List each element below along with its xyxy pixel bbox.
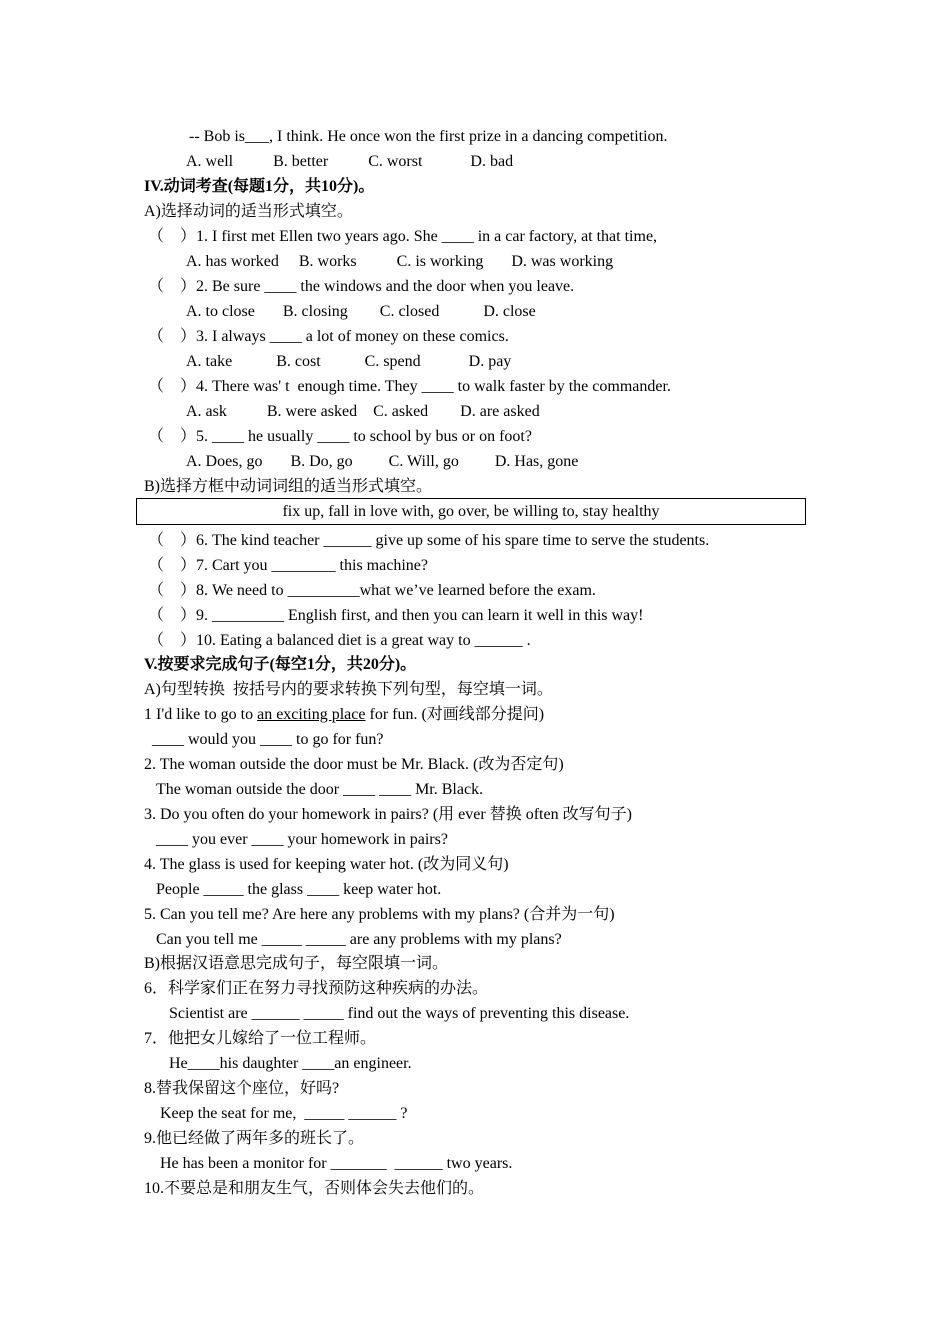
line-text: A)句型转换 按括号内的要求转换下列句型，每空填一词。 <box>144 681 553 698</box>
question-line <box>148 277 574 297</box>
line-text: The woman outside the door ____ ____ Mr. Black. <box>156 781 484 798</box>
line-text: （ ）10. Eating a balanced diet is a great way to ______ . <box>148 632 531 649</box>
line-text: （ ）1. I first met Ellen two years ago. She ____ in a car factory, at that time, <box>148 228 658 245</box>
question-line <box>148 377 671 397</box>
answer-line <box>156 930 562 950</box>
question-line <box>148 631 531 651</box>
question-line <box>144 1029 376 1049</box>
line-text: People _____ the glass ____ keep water hot. <box>156 881 442 898</box>
verb-phrase-list: fix up, fall in love with, go over, be willing to, stay healthy <box>282 503 660 520</box>
line-text: for fun. (对画线部分提问) <box>365 706 545 723</box>
question-line <box>144 905 615 925</box>
line-text: 5. Can you tell me? Are here any problems with my plans? (合并为一句) <box>144 906 615 923</box>
line-text: （ ）5. ____ he usually ____ to school by bus or on foot? <box>148 428 532 445</box>
line-text: （ ）9. _________ English first, and then you can learn it well in this way! <box>148 607 644 624</box>
line-text: B)根据汉语意思完成句子，每空限填一词。 <box>144 955 449 972</box>
line-text: （ ）6. The kind teacher ______ give up some of his spare time to serve the students. <box>148 532 710 549</box>
line-text: 7．他把女儿嫁给了一位工程师。 <box>144 1030 377 1047</box>
line-text: （ ）7. Cart you ________ this machine? <box>148 557 428 574</box>
line-text: A. well B. better C. worst D. bad <box>186 153 514 170</box>
line-text: V.按要求完成句子(每空1分，共20分)。 <box>144 656 417 673</box>
section-heading-v <box>144 655 416 675</box>
answer-line <box>160 1104 407 1124</box>
line-text: 2. The woman outside the door must be Mr. Black. (改为否定句) <box>144 756 564 773</box>
answer-line <box>156 830 448 850</box>
line-text: IV.动词考查(每题1分，共10分)。 <box>144 178 375 195</box>
answer-options <box>186 252 613 272</box>
answer-line <box>156 780 483 800</box>
question-line <box>148 606 643 626</box>
line-text: （ ）3. I always ____ a lot of money on these comics. <box>148 328 509 345</box>
answer-line <box>169 1054 412 1074</box>
line-text: He____his daughter ____an engineer. <box>169 1055 412 1072</box>
subsection-heading <box>144 680 553 700</box>
line-text: ____ you ever ____ your homework in pairs? <box>156 831 448 848</box>
answer-line <box>169 1004 629 1024</box>
line-text: 8.替我保留这个座位，好吗? <box>144 1080 340 1097</box>
line-text: A. take B. cost C. spend D. pay <box>186 353 512 370</box>
line-text: A. to close B. closing C. closed D. close <box>186 303 536 320</box>
question-line <box>144 1079 339 1099</box>
answer-options <box>186 452 578 472</box>
line-text: -- Bob is___, I think. He once won the first prize in a dancing competition. <box>189 128 668 145</box>
question-line <box>148 227 657 247</box>
question-line <box>144 1129 364 1149</box>
line-text: A. has worked B. works C. is working D. was working <box>186 253 614 270</box>
question-line <box>148 581 596 601</box>
line-text: 9.他已经做了两年多的班长了。 <box>144 1130 365 1147</box>
question-line <box>144 855 509 875</box>
answer-line <box>160 1154 512 1174</box>
line-text: 1 I'd like to go to <box>144 706 258 723</box>
line-text: ____ would you ____ to go for fun? <box>152 731 384 748</box>
answer-line <box>156 880 441 900</box>
line-text: B)选择方框中动词词组的适当形式填空。 <box>144 478 433 495</box>
answer-options <box>186 352 511 372</box>
underlined-phrase: an exciting place <box>257 706 366 723</box>
line-text: A. Does, go B. Do, go C. Will, go D. Has, gone <box>186 453 579 470</box>
line-text: A)选择动词的适当形式填空。 <box>144 203 353 220</box>
line-text: 6．科学家们正在努力寻找预防这种疾病的办法。 <box>144 980 489 997</box>
question-line <box>144 805 632 825</box>
line-text: He has been a monitor for _______ ______ two years. <box>160 1155 513 1172</box>
question-line <box>148 327 509 347</box>
question-line <box>144 979 488 999</box>
line-text: Can you tell me _____ _____ are any problems with my plans? <box>156 931 562 948</box>
question-line <box>148 556 428 576</box>
question-line <box>144 755 564 775</box>
section-heading-iv <box>144 177 374 197</box>
subsection-heading <box>144 954 448 974</box>
line-text: Keep the seat for me, _____ ______ ? <box>160 1105 408 1122</box>
line-text: （ ）2. Be sure ____ the windows and the door when you leave. <box>148 278 575 295</box>
line-text: 3. Do you often do your homework in pairs? (用 ever 替换 often 改写句子) <box>144 806 632 823</box>
line-text: 10.不要总是和朋友生气，否则体会失去他们的。 <box>144 1180 485 1197</box>
line-text: （ ）4. There was' t enough time. They ____ to walk faster by the commander. <box>148 378 671 395</box>
question-line <box>144 1179 484 1199</box>
subsection-heading <box>144 477 432 497</box>
answer-options <box>186 402 540 422</box>
answer-line <box>152 730 384 750</box>
answer-options <box>186 302 536 322</box>
question-line <box>189 127 668 147</box>
subsection-heading <box>144 202 353 222</box>
line-text: 4. The glass is used for keeping water hot. (改为同义句) <box>144 856 509 873</box>
line-text: Scientist are ______ _____ find out the ways of preventing this disease. <box>169 1005 630 1022</box>
question-line <box>148 531 709 551</box>
question-line <box>144 705 544 725</box>
answer-options <box>186 152 513 172</box>
question-line <box>148 427 532 447</box>
verb-phrase-box <box>136 498 806 525</box>
line-text: A. ask B. were asked C. asked D. are asked <box>186 403 540 420</box>
line-text: （ ）8. We need to _________what we’ve learned before the exam. <box>148 582 596 599</box>
